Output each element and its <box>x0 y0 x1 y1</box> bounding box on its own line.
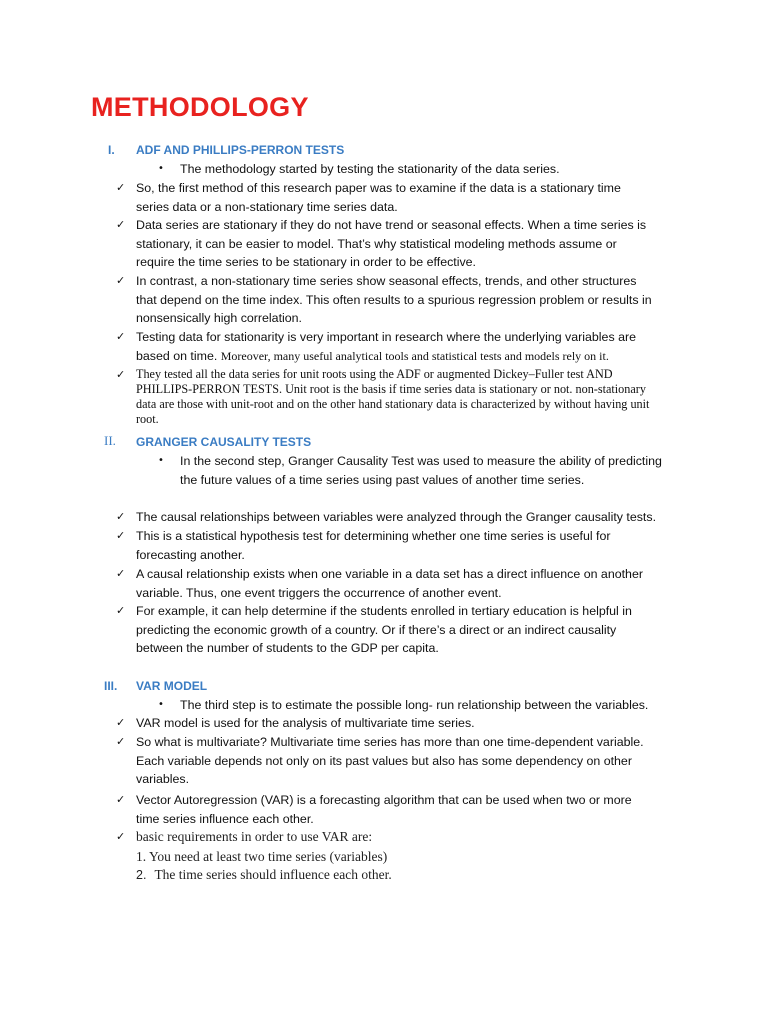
list-item-text: basic requirements in order to use VAR are: <box>136 829 373 844</box>
list-item-text: They tested all the data series for unit roots using the ADF or augmented Dickey–Fuller test AND PHILLIPS-PERRON TESTS. Unit root is the basis if time series data is stationary or not. non-stationary data are those with unit-root and on the other hand stationary data is characterized by without having unit root. <box>136 367 650 426</box>
list-item-text: For example, it can help determine if the students enrolled in tertiary education is helpful in predicting the economic growth of a country. Or if there’s a direct or an indirect causality between the number of students to the GDP per capita. <box>136 604 632 655</box>
list-item-text: This is a statistical hypothesis test for determining whether one time series is useful for forecasting another. <box>136 529 611 562</box>
section-1-number: I. <box>108 143 115 157</box>
list-item-text-serif: Moreover, many useful analytical tools and statistical tests and models rely on it. <box>220 348 609 363</box>
bullet-icon: • <box>158 699 164 710</box>
check-icon: ✓ <box>116 735 126 748</box>
list-item-text: VAR model is used for the analysis of multivariate time series. <box>136 716 475 730</box>
list-item <box>116 602 656 658</box>
list-item-text: So what is multivariate? Multivariate time series has more than one time-dependent variable. Each variable depends not only on its past values but also has some dependency on other variables. <box>136 735 644 786</box>
check-icon: ✓ <box>116 793 126 806</box>
bullet-icon: • <box>158 455 164 466</box>
list-item <box>116 367 656 427</box>
list-item <box>116 733 656 789</box>
page-title: METHODOLOGY <box>91 92 309 122</box>
check-icon: ✓ <box>116 274 126 287</box>
requirement-2-text: The time series should influence each other. <box>154 867 392 882</box>
check-icon: ✓ <box>116 510 126 523</box>
list-item-text: In contrast, a non-stationary time series show seasonal effects, trends, and other structures that depend on the time index. This often results to a spurious regression problem or results in nonsensically high correlation. <box>136 274 652 325</box>
list-item <box>116 508 656 527</box>
section-1-title: ADF AND PHILLIPS-PERRON TESTS <box>136 143 345 157</box>
section-3-intro-text: The third step is to estimate the possible long- run relationship between the variables. <box>180 698 649 712</box>
list-item-text: A causal relationship exists when one variable in a data set has a direct influence on another variable. Thus, one event triggers the occurrence of another event. <box>136 567 643 600</box>
list-item <box>116 272 656 328</box>
section-2-intro <box>158 452 678 489</box>
requirement-2-number: 2. <box>136 868 147 882</box>
section-2-intro-text: In the second step, Granger Causality Test was used to measure the ability of predicting the future values of a time series using past values of another time series. <box>180 454 662 487</box>
check-icon: ✓ <box>116 330 126 343</box>
check-icon: ✓ <box>116 181 126 194</box>
section-3-title: VAR MODEL <box>136 679 208 693</box>
section-1-intro <box>158 160 678 179</box>
requirement-1: 1. You need at least two time series (variables) <box>136 849 388 864</box>
list-item-text-sans: Testing data for stationarity is very important in research where the underlying variables are based on time. <box>136 330 636 363</box>
check-icon: ✓ <box>116 218 126 231</box>
list-item-text: Vector Autoregression (VAR) is a forecasting algorithm that can be used when two or more time series influence each other. <box>136 793 632 826</box>
list-item-text <box>136 328 656 365</box>
list-item <box>116 791 656 828</box>
section-2-number: II. <box>104 433 116 448</box>
list-item <box>116 828 656 847</box>
section-3-number: III. <box>104 679 118 693</box>
requirement-2 <box>136 866 392 884</box>
section-1-intro-text: The methodology started by testing the stationarity of the data series. <box>180 162 560 176</box>
check-icon: ✓ <box>116 604 126 617</box>
list-item <box>116 527 656 564</box>
check-icon: ✓ <box>116 368 126 381</box>
check-icon: ✓ <box>116 567 126 580</box>
check-icon: ✓ <box>116 716 126 729</box>
section-3-intro <box>158 696 678 715</box>
bullet-icon: • <box>158 163 164 174</box>
list-item <box>116 565 656 602</box>
list-item-text: Data series are stationary if they do not have trend or seasonal effects. When a time series is stationary, it can be easier to model. That’s why statistical modeling methods assume or require the time series to be stationary in order to be effective. <box>136 218 647 269</box>
check-icon: ✓ <box>116 830 126 843</box>
list-item-text: So, the first method of this research paper was to examine if the data is a stationary time series data or a non-stationary time series data. <box>136 181 621 214</box>
list-item <box>116 328 656 365</box>
list-item <box>116 714 656 733</box>
section-2-title: GRANGER CAUSALITY TESTS <box>136 435 312 449</box>
list-item-text: The causal relationships between variables were analyzed through the Granger causality tests. <box>136 510 657 524</box>
check-icon: ✓ <box>116 529 126 542</box>
list-item <box>116 179 656 216</box>
list-item <box>116 216 656 272</box>
